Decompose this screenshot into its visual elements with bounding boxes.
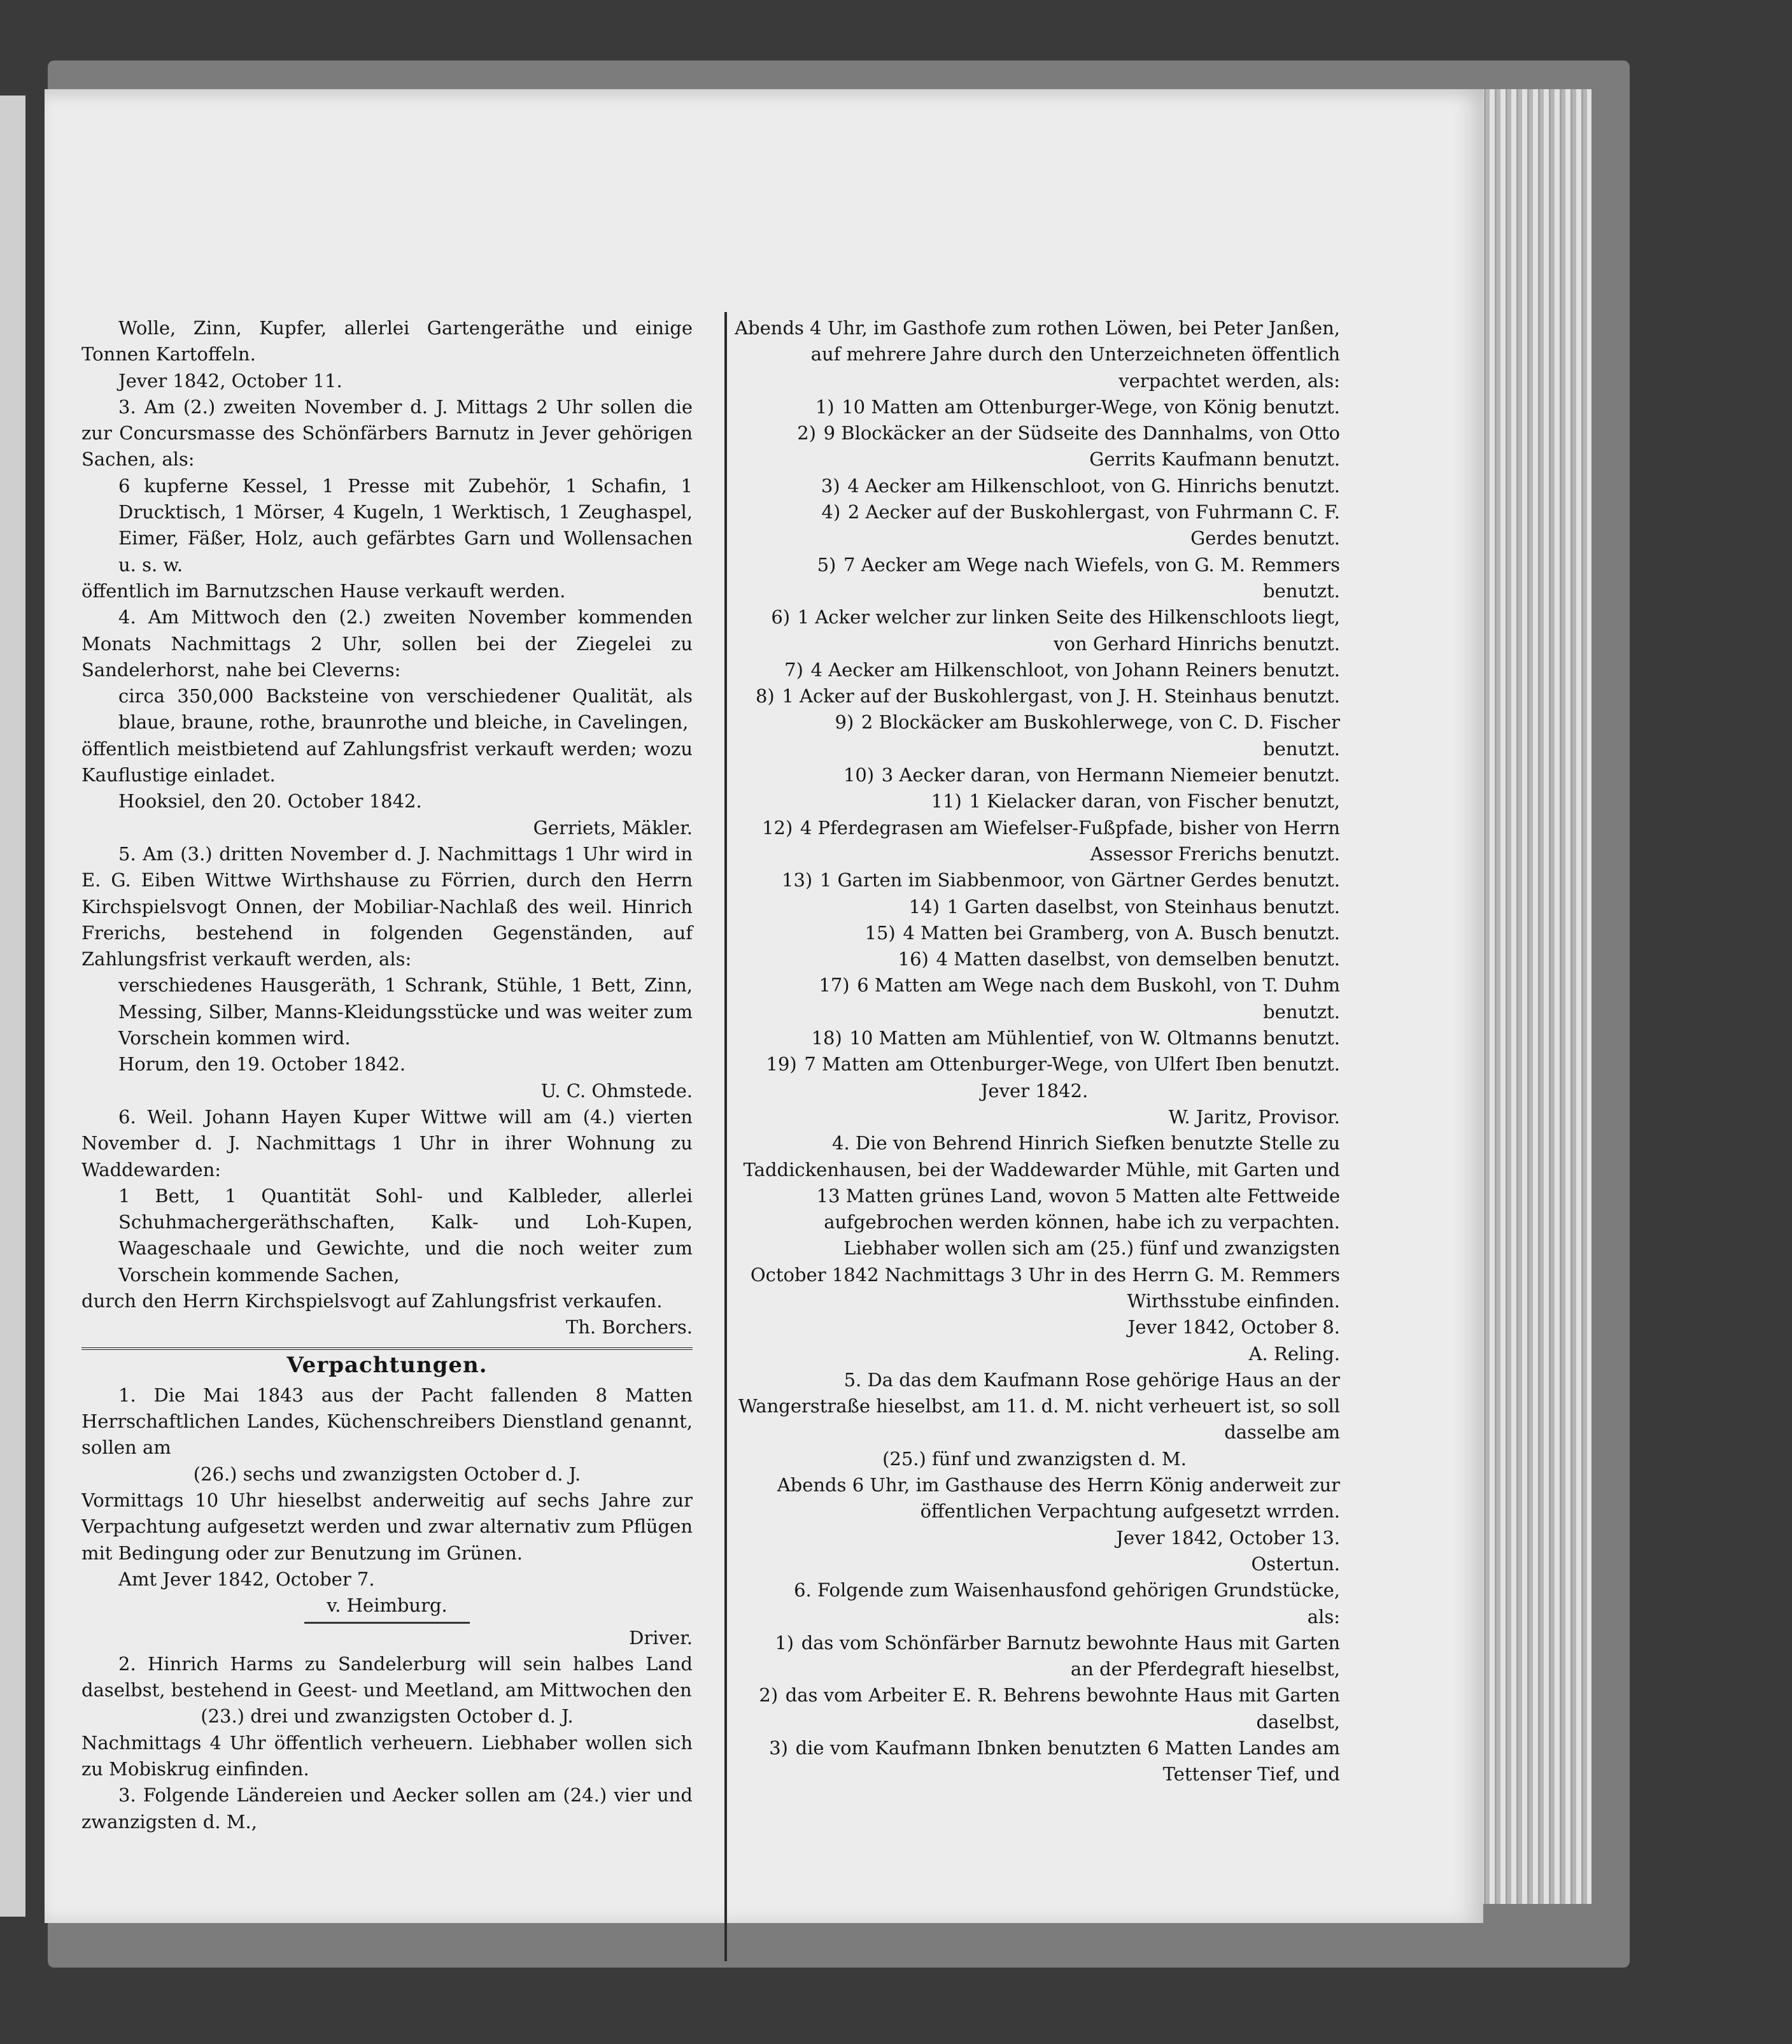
list-item-text: 6 Matten am Wege nach dem Buskohl, von T. Duhm benutzt. [857,974,1340,1023]
page-edges [1464,89,1591,1904]
notice-5-date: Horum, den 19. October 1842. [118,1053,406,1075]
section-heading-verpachtungen: Verpachtungen. [81,1347,693,1379]
list-item-number: 2) [797,422,816,444]
list-item-text: die vom Kaufmann Ibnken benutzten 6 Matten Landes am Tettenser Tief, und [795,1737,1340,1785]
notice-3-end: öffentlich im Barnutzschen Hause verkauft werden. [81,579,566,602]
list-item-number: 19) [766,1053,797,1075]
left-p1: Wolle, Zinn, Kupfer, allerlei Gartengeräthe und einige Tonnen Kartoffeln. [81,317,693,366]
list-item-text: 10 Matten am Mühlentief, von W. Oltmanns benutzt. [849,1027,1340,1049]
notice-3-items: 6 kupferne Kessel, 1 Presse mit Zubehör, 1 Schafin, 1 Drucktisch, 1 Mörser, 4 Kugeln, 1 Werktisch, 1 Zeughaspel, Eimer, Fäßer, Holz, auch gefärbtes Garn und Wollensachen u. s. w. [118,474,693,576]
lease-1-signature-1: v. Heimburg. [327,1594,448,1617]
list-item-text: das vom Schönfärber Barnutz bewohnte Haus mit Garten an der Pferdegraft hieselbst, [801,1631,1340,1680]
lease-4-text: 4. Die von Behrend Hinrich Siefken benutzte Stelle zu Taddickenhausen, bei der Waddewarder Mühle, mit Garten und 13 Matten grünes Land, wovon 5 Matten alte Fettweide aufgebrochen werden können, habe ich zu verpachten. [743,1132,1340,1233]
list-item-text: 4 Aecker am Hilkenschloot, von Johann Reiners benutzt. [810,658,1340,681]
lease-2-body: Nachmittags 4 Uhr öffentlich verheuern. Liebhaber wollen sich zu Mobiskrug einfinden. [81,1731,693,1780]
list-item-text: 4 Matten bei Gramberg, von A. Busch benutzt. [903,921,1340,944]
list-item [729,683,1340,709]
column-rule [724,312,727,1961]
list-item-number: 1) [815,395,835,418]
list-item [729,657,1340,683]
lease-4-date: Jever 1842, October 8. [1127,1316,1340,1338]
list-item-number: 5) [817,553,836,576]
list-item [729,499,1340,552]
list-item-number: 10) [843,764,875,786]
list-item-number: 16) [898,948,929,970]
list-item [729,972,1340,1025]
lease-1-place: Amt Jever 1842, October 7. [118,1568,375,1590]
notice-6-end: durch den Herrn Kirchspielsvogt auf Zahlungsfrist verkaufen. [81,1289,663,1312]
list-item [729,946,1340,972]
divider [304,1622,470,1624]
list-item-text: 10 Matten am Ottenburger-Wege, von König benutzt. [842,395,1340,418]
page-sheet [45,89,1483,1923]
list-item [729,762,1340,788]
list-item-text: 2 Blockäcker am Buskohlerwege, von C. D. Fischer benutzt. [861,711,1340,760]
lease-1-body: Vormittags 10 Uhr hieselbst anderweitig auf sechs Jahre zur Verpachtung aufgesetzt werden und zwar alternativ zum Pflügen mit Bedingung oder zur Benutzung im Grünen. [81,1489,693,1564]
list-item-text: 7 Aecker am Wege nach Wiefels, von G. M. Remmers benutzt. [843,553,1340,602]
notice-4-date: Hooksiel, den 20. October 1842. [118,790,422,813]
lease-5-text: 5. Da das dem Kaufmann Rose gehörige Haus an der Wangerstraße hieselbst, am 11. d. M. nicht verheuert ist, so soll dasselbe am [738,1368,1340,1444]
notice-6-items: 1 Bett, 1 Quantität Sohl- und Kalbleder, allerlei Schuhmachergeräthschaften, Kalk- und Loh-Kupen, Waageschaale und Gewichte, und die noch weiter zum Vorschein kommende Sachen, [118,1184,693,1286]
list-item-number: 2) [759,1684,779,1707]
list-item-text: 9 Blockäcker an der Südseite des Dannhalms, von Otto Gerrits Kaufmann benutzt. [823,422,1340,471]
list-item-text: 3 Aecker daran, von Hermann Niemeier benutzt. [881,764,1340,786]
list-item [729,920,1340,946]
list-item-text: das vom Arbeiter E. R. Behrens bewohnte Haus mit Garten daselbst, [785,1684,1340,1733]
list-item [729,552,1340,605]
notice-6-intro: 6. Weil. Johann Hayen Kuper Wittwe will am (4.) vierten November d. J. Nachmittags 1 Uhr in ihrer Wohnung zu Waddewarden: [81,1105,693,1181]
lease-3-intro: 3. Folgende Ländereien und Aecker sollen am (24.) vier und zwanzigsten d. M., [81,1784,693,1833]
list-item [729,394,1340,420]
list-item-number: 7) [784,658,803,681]
list-item-number: 14) [908,895,940,918]
lease-6-item-list [729,1630,1340,1788]
lease-6-intro: 6. Folgende zum Waisenhausfond gehörigen Grundstücke, als: [794,1579,1340,1628]
list-item [729,1682,1340,1735]
left-column [81,315,693,1835]
list-item-text: 1 Acker auf der Buskohlergast, von J. H. Steinhaus benutzt. [782,685,1340,707]
notice-5-signature: U. C. Ohmstede. [540,1079,693,1102]
lease-4-signature: A. Reling. [1248,1342,1340,1365]
list-item-text: 1 Acker welcher zur linken Seite des Hilkenschloots liegt, von Gerhard Hinrichs benutzt. [797,606,1340,655]
lease-5-signature: Ostertun. [1251,1552,1340,1575]
list-item-text: 4 Aecker am Hilkenschloot, von G. Hinrichs benutzt. [847,474,1340,497]
list-item [729,815,1340,868]
right-column [729,315,1340,1788]
lease-3-item-list [729,394,1340,1078]
notice-4-end: öffentlich meistbietend auf Zahlungsfrist verkauft werden; wozu Kauflustige einladet. [81,737,693,786]
list-item-text: 4 Pferdegrasen am Wiefelser-Fußpfade, bisher von Herrn Assessor Frerichs benutzt. [800,816,1340,865]
list-item [729,788,1340,814]
list-item [729,1051,1340,1077]
lease-4-text-2: Liebhaber wollen sich am (25.) fünf und zwanzigsten October 1842 Nachmittags 3 Uhr in des Herrn G. M. Remmers Wirthsstube einfinden. [750,1237,1340,1312]
lease-2-intro: 2. Hinrich Harms zu Sandelerburg will sein halbes Land daselbst, bestehend in Geest- und Meetland, am Mittwochen den [81,1652,693,1701]
notice-3-intro: 3. Am (2.) zweiten November d. J. Mittags 2 Uhr sollen die zur Concursmasse des Schönfärbers Barnutz in Jever gehörigen Sachen, als: [81,395,693,471]
list-item-text: 4 Matten daselbst, von demselben benutzt. [936,948,1340,970]
list-item-number: 1) [775,1631,794,1654]
list-item-text: 1 Garten im Siabbenmoor, von Gärtner Gerdes benutzt. [819,869,1340,891]
lease-1-intro: 1. Die Mai 1843 aus der Pacht fallenden 8 Matten Herrschaftlichen Landes, Küchenschreibers Dienstland genannt, sollen am [81,1384,693,1459]
list-item [729,604,1340,657]
list-item-number: 18) [811,1027,842,1049]
lease-5-body: Abends 6 Uhr, im Gasthause des Herrn König anderweit zur öffentlichen Verpachtung aufgesetzt wrrden. [777,1474,1340,1522]
list-item [729,867,1340,893]
list-item-text: 7 Matten am Ottenburger-Wege, von Ulfert Iben benutzt. [804,1053,1340,1075]
lease-1-signature-2: Driver. [629,1626,693,1649]
list-item-text: 2 Aecker auf der Buskohlergast, von Fuhrmann C. F. Gerdes benutzt. [847,501,1340,550]
notice-4-signature: Gerriets, Mäkler. [533,816,693,839]
list-item-number: 6) [771,606,791,628]
list-item-number: 17) [819,974,850,997]
lease-3-signature: W. Jaritz, Provisor. [1168,1105,1340,1128]
lease-3-date: Jever 1842. [980,1079,1089,1102]
notice-4-items: circa 350,000 Backsteine von verschiedener Qualität, als blaue, braune, rothe, braunrothe und bleiche, in Cavelingen, [118,685,693,734]
notice-6-signature: Th. Borchers. [565,1316,693,1338]
list-item-text: 1 Garten daselbst, von Steinhaus benutzt. [947,895,1340,918]
list-item [729,420,1340,473]
list-item [729,894,1340,920]
list-item [729,473,1340,499]
notice-4-intro: 4. Am Mittwoch den (2.) zweiten November kommenden Monats Nachmittags 2 Uhr, sollen bei der Ziegelei zu Sandelerhorst, nahe bei Cleverns: [81,606,693,681]
list-item-number: 3) [769,1737,788,1759]
list-item-number: 11) [931,790,962,813]
lease-3-continued: Abends 4 Uhr, im Gasthofe zum rothen Löwen, bei Peter Janßen, auf mehrere Jahre durch den Unterzeichneten öffentlich verpachtet werden, als: [735,317,1340,392]
facing-page-edge [0,96,25,1917]
list-item [729,1630,1340,1683]
lease-2-date-line: (23.) drei und zwanzigsten October d. J. [201,1705,574,1728]
notice-5-items: verschiedenes Hausgeräth, 1 Schrank, Stühle, 1 Bett, Zinn, Messing, Silber, Manns-Kleidungsstücke und was weiter zum Vorschein kommen wird. [118,974,693,1049]
list-item [729,709,1340,762]
list-item-number: 3) [821,474,840,497]
list-item [729,1735,1340,1788]
list-item-number: 9) [835,711,854,734]
list-item-number: 8) [755,685,775,707]
lease-5-place: Jever 1842, October 13. [1116,1526,1340,1549]
list-item-text: 1 Kielacker daran, von Fischer benutzt, [969,790,1340,813]
lease-1-date-line: (26.) sechs und zwanzigsten October d. J. [193,1463,581,1485]
notice-5-intro: 5. Am (3.) dritten November d. J. Nachmittags 1 Uhr wird in E. G. Eiben Wittwe Wirthshause zu Förrien, durch den Herrn Kirchspielsvogt Onnen, der Mobiliar-Nachlaß des weil. Hinrich Frerichs, bestehend in folgenden Gegenständen, auf Zahlungsfrist verkauft werden, als: [81,842,693,970]
list-item-number: 15) [864,921,896,944]
lease-5-date-line: (25.) fünf und zwanzigsten d. M. [882,1447,1187,1470]
list-item-number: 13) [782,869,813,891]
list-item-number: 12) [762,816,793,839]
left-p1-date: Jever 1842, October 11. [118,369,342,392]
list-item [729,1025,1340,1051]
list-item-number: 4) [821,501,841,523]
